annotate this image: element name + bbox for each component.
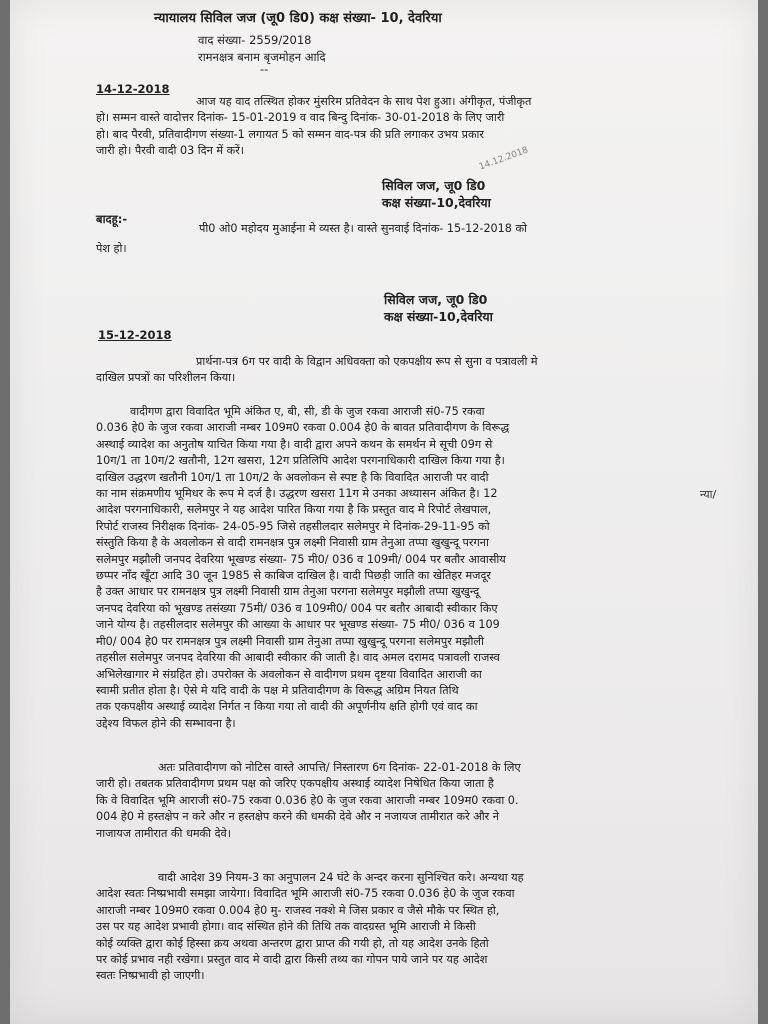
para2-line: आदेश परगनाधिकारी, सलेमपुर ने यह आदेश पारित किया गया है कि प्रस्तुत वाद मे रिपोर्ट लेखपाल,	[96, 503, 492, 517]
order3-para3	[96, 760, 696, 842]
date-stamp: 14.12.2018	[477, 145, 530, 173]
order2-line: पी0 ओ0 महोदय मुआईना मे व्यस्त है। वास्ते सुनवाई दिनांक- 15-12-2018 को	[199, 222, 527, 235]
para2-line: जाने योग्य है। तहसीलदार सलेमपुर की आख्या के आधार पर भूखण्ड संख्या- 75 मी0/ 036 व 109	[96, 618, 500, 632]
para2-line: 0.036 हे0 के जुज रकवा आराजी नम्बर 109म0 रकवा 0.004 हे0 के बावत प्रतिवादीगण के विरूद्ध	[96, 421, 510, 435]
para3-line: कि वे विवादित भूमि आराजी सं0-75 रकवा 0.036 हे0 के जुज रकवा आराजी नम्बर 109म0 रकवा 0.	[96, 793, 519, 807]
order1-date: 14-12-2018	[96, 82, 170, 96]
order1-signature-name: सिविल जज, जू0 डि0	[382, 178, 486, 193]
order1-line: जारी हो। पैरवी वादी 03 दिन में करें।	[96, 144, 245, 158]
order1-line: हो। बाद पैरवी, प्रतिवादीगण संख्या-1 लगायत 5 को सम्मन वाद-पत्र की प्रति लगाकर उभय प्रकार	[96, 127, 485, 141]
order1-line: आज यह वाद तत्स्थित होकर मुंसरिम प्रतिवेदन के साथ पेश हुआ। अंगीकृत, पंजीकृत	[196, 95, 532, 108]
para2-line: स्वामी प्रतीत होता है। ऐसे मे यदि वादी के पक्ष मे प्रतिवादीगण के विरूद्ध अग्रिम नियत तिथि	[96, 683, 459, 697]
order3-date: 15-12-2018	[98, 328, 172, 342]
order2-line: पेश हो।	[96, 242, 127, 255]
para4-line: आराजी नम्बर 109म0 रकवा 0.004 हे0 मु- राजस्व नक्शे मे जिस प्रकार व जैसे मौके पर स्थित हो,	[96, 903, 500, 917]
order2-signature-name: सिविल जज, जू0 डि0	[384, 292, 488, 307]
para2-line: संस्तुति किया है के अवलोकन से वादी रामनक्षत्र पुत्र लक्ष्मी निवासी ग्राम तेनुआ तप्पा खुखुन्दू परगना	[96, 536, 489, 550]
para2-line: उद्देश्य विफल होने की सम्भावना है।	[96, 716, 236, 730]
case-parties: रामनक्षत्र बनाम बृजमोहन आदि	[198, 50, 326, 64]
margin-note: न्या/	[700, 488, 717, 501]
para2-line: जनपद देवरिया को भूखण्ड तसंख्या 75मी/ 036 व 109मी0/ 004 पर बतौर आबादी स्वीकार किए	[96, 601, 498, 615]
order2-label: बादहू:-	[96, 212, 128, 226]
order3-para1	[96, 354, 696, 387]
document-page	[10, 0, 758, 1024]
para3-line: नाजायज तामीरात की धमकी देवे।	[96, 826, 231, 840]
para4-line: कोई व्यक्ति द्वारा कोई हिस्सा क्रय अथवा अन्तरण द्वारा प्राप्त की गयी हो, तो यह आदेश उनके हितो	[96, 936, 489, 950]
order3-para2	[96, 404, 696, 732]
para2-line: तक एकपक्षीय अस्थाई व्यादेश निर्गत न किया गया तो वादी की अपूर्णनीय क्षति होगी एवं वाद का	[96, 700, 478, 714]
para1-line: दाखिल प्रपत्रों का परिशीलन किया।	[96, 371, 236, 385]
case-number: वाद संख्या- 2559/2018	[198, 33, 312, 47]
para3-line: 004 हे0 मे हस्तक्षेप न करे और न हस्तक्षेप करने की धमकी देवे और न नजायज तामीरात करे और ने	[96, 810, 499, 824]
order3-para4	[96, 870, 696, 985]
para2-line: मी0/ 004 हे0 पर रामनक्षत्र पुत्र लक्ष्मी निवासी ग्राम तेनुआ तप्पा खुखुन्दू परगना सलेमपुर मझौली	[96, 634, 484, 648]
court-title: न्यायालय सिविल जज (जू0 डि0) कक्ष संख्या- 10, देवरिया	[154, 11, 442, 26]
order1-line: हो। सम्मन वास्ते वादोत्तर दिनांक- 15-01-2019 व वाद बिन्दु दिनांक- 30-01-2018 के लिए जारी	[96, 111, 505, 125]
para2-line: है उक्त आधार पर रामनक्षत्र पुत्र लक्ष्मी निवासी ग्राम तेनुआ परगना सलेमपुर मझौली तप्पा खुखुन्दू	[96, 585, 480, 599]
para4-line: उस पर यह आदेश प्रभावी होगा। वाद संस्थित होने की तिथि तक वादग्रस्त भूमि आराजी मे किसी	[96, 920, 476, 934]
para2-line: छप्पर नाँद खूँटा आदि 30 जून 1985 से काबिज दाखिल है। वादी पिछड़ी जाति का खेतिहर मजदूर	[96, 569, 491, 583]
para2-line: सलेमपुर मझौली जनपद देवरिया भूखण्ड संख्या- 75 मी0/ 036 व 109मी/ 004 पर बतौर आवासीय	[96, 552, 506, 566]
para2-line: तहसील सलेमपुर जनपद देवरिया की आबादी स्वीकार की जाती है। वाद अमल दरामद पत्रावली राजस्व	[96, 651, 500, 665]
para1-line: प्रार्थना-पत्र 6ग पर वादी के विद्वान अधिवक्ता को एकपक्षीय रूप से सुना व पत्रावली मे	[196, 355, 538, 368]
order1-text	[96, 94, 696, 160]
para2-line: अभिलेखागार मे संग्रहित हो। उपरोक्त के अवलोकन से वादीगण प्रथम दृष्टया विवादित आराजी का	[96, 667, 482, 681]
para2-line: अस्थाई व्यादेश का अनुतोष याचित किया गया है। वादी द्वारा अपने कथन के समर्थन मे सूची 09ग से	[96, 437, 493, 451]
para2-line: वादीगण द्वारा विवादित भूमि अंकित ए, बी, सी, डी के जुज रकवा आराजी सं0-75 रकवा	[130, 405, 485, 418]
para4-line: स्वतः निष्प्रभावी हो जाएगी।	[96, 969, 205, 983]
para2-line: दाखिल उद्धरण खतौनी 10ग/1 ता 10ग/2 के अवलोकन से स्पष्ट है कि विवादित आराजी पर वादी	[96, 470, 489, 484]
order2-text	[96, 219, 696, 259]
para4-line: आदेश स्वतः निष्प्रभावी समझा जायेगा। विवादित भूमि आराजी सं0-75 रकवा 0.036 हे0 के जुज रकवा	[96, 887, 515, 901]
para4-line: वादी आदेश 39 नियम-3 का अनुपालन 24 घंटे के अन्दर करना सुनिश्चित करे। अन्यथा यह	[158, 871, 524, 884]
order1-signature-room: कक्ष संख्या-10,देवरिया	[382, 195, 491, 210]
header-dash: --	[260, 62, 269, 76]
para2-line: का नाम संक्रमणीय भूमिधर के रूप मे दर्ज है। उद्धरण खसरा 11ग मे उनका अध्यासन अंकित है। 12	[96, 487, 498, 501]
para4-line: पर कोई प्रभाव नही रखेगा। प्रस्तुत वाद मे वादी द्वारा किसी तथ्य का गोपन पाये जाने पर यह आदेश	[96, 953, 488, 967]
para3-line: अतः प्रतिवादीगण को नोटिस वास्ते आपत्ति/ निस्तारण 6ग दिनांक- 22-01-2018 के लिए	[158, 761, 521, 774]
para3-line: जारी हो। तबतक प्रतिवादीगण प्रथम पक्ष को जरिए एकपक्षीय अस्थाई व्यादेश निषेधित किया जाता है	[96, 777, 494, 791]
order2-signature-room: कक्ष संख्या-10,देवरिया	[384, 309, 493, 324]
para2-line: रिपोर्ट राजस्व निरीक्षक दिनांक- 24-05-95 जिसे तहसीलदार सलेमपुर मे दिनांक-29-11-95 को	[96, 519, 490, 533]
para2-line: 10ग/1 ता 10ग/2 खतौनी, 12ग खसरा, 12ग प्रतिलिपि आदेश परगनाधिकारी दाखिल किया गया है।	[96, 454, 505, 468]
